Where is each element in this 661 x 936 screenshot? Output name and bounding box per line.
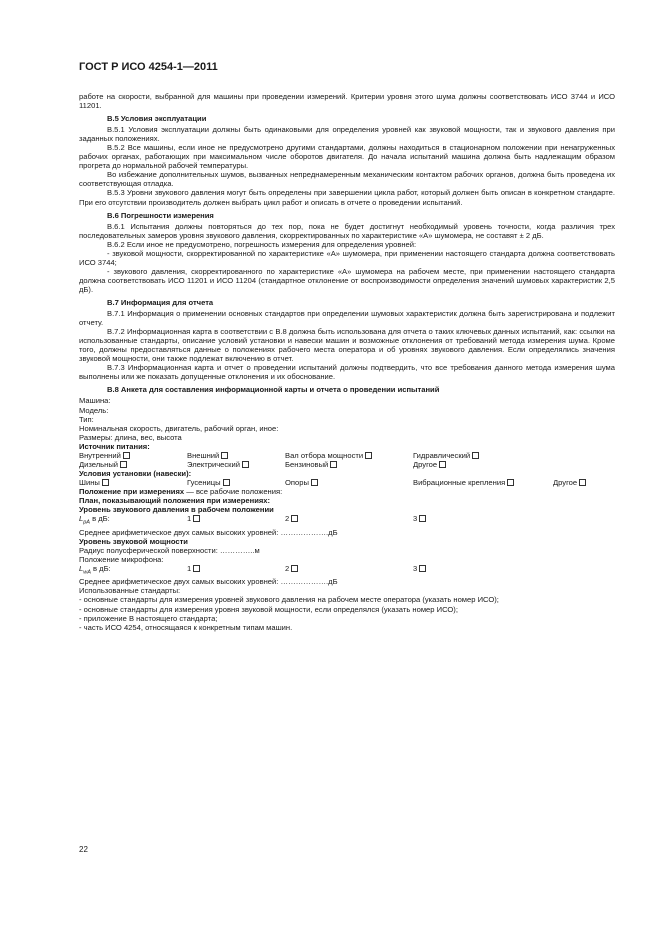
- mount-conditions-row: [79, 478, 615, 487]
- form-line: Модель:: [79, 405, 109, 415]
- checkbox-option: Гусеницы: [187, 478, 285, 487]
- paragraph: Во избежание дополнительных шумов, вызванных непреднамеренным механическим контактом рабочих органов, должна быть проведена их соответствующая отладка.: [79, 170, 615, 189]
- standard-item: - основные стандарты для измерения уровня звуковой мощности, если определялся (указать номер ИСО);: [79, 604, 458, 614]
- plan-line: План, показывающий положения при измерениях:: [79, 495, 271, 505]
- checkbox-option: 2: [285, 514, 413, 528]
- checkbox-icon: [291, 515, 298, 522]
- lwa-label: $L_{wA}$ в дБ:: [79, 563, 111, 576]
- checkbox-option: Внешний: [187, 451, 285, 460]
- power-source-title: Источник питания:: [79, 441, 150, 451]
- standard-item: - основные стандарты для измерения уровней звукового давления на рабочем месте оператора (указать номер ИСО);: [79, 595, 499, 605]
- checkbox-icon: [472, 452, 479, 459]
- spl-title: Уровень звукового давления в рабочем положении: [79, 505, 274, 515]
- section-b5-title: В.5 Условия эксплуатации: [107, 114, 207, 124]
- checkbox-icon: [330, 461, 337, 468]
- section-b8-title: В.8 Анкета для составления информационной карты и отчета о проведении испытаний: [107, 385, 440, 395]
- checkbox-icon: [439, 461, 446, 468]
- radius-line: Радиус полусферической поверхности: …………..м: [79, 545, 260, 555]
- checkbox-option: Опоры: [285, 478, 413, 487]
- checkbox-icon: [291, 565, 298, 572]
- lwa-row: [79, 564, 615, 578]
- form-line: Номинальная скорость, двигатель, рабочий орган, иное:: [79, 423, 279, 433]
- power-source-row-1: [79, 451, 615, 460]
- microphone-line: Положение микрофона:: [79, 554, 164, 564]
- used-standards-line: Использованные стандарты:: [79, 586, 181, 596]
- checkbox-icon: [223, 479, 230, 486]
- checkbox-icon: [419, 515, 426, 522]
- lpa-label: $L_{pA}$ в дБ:: [79, 514, 110, 526]
- checkbox-option: Другое: [553, 478, 586, 487]
- section-b7-title: В.7 Информация для отчета: [107, 297, 214, 307]
- checkbox-option: Вал отбора мощности: [285, 451, 413, 460]
- swl-title: Уровень звуковой мощности: [79, 536, 188, 546]
- checkbox-option: Внутренний: [79, 451, 187, 460]
- checkbox-icon: [102, 479, 109, 486]
- document-header: ГОСТ Р ИСО 4254-1—2011: [79, 61, 218, 73]
- form-line: Тип:: [79, 414, 94, 424]
- lpa-row: [79, 514, 615, 528]
- checkbox-option: Бензиновый: [285, 460, 413, 469]
- mount-conditions-title: Условия установки (навески):: [79, 468, 192, 478]
- paragraph: В.5.1 Условия эксплуатации должны быть одинаковыми для определения уровней как звуковой мощности, так и звукового давления при заданных положениях.: [79, 125, 615, 144]
- paragraph: - звукового давления, скорректированного по характеристике «А» шумомера на рабочем месте, при применении настоящего стандарта должна соответствовать ИСО 11201 и ИСО 11204 (стандартное отклонение от воспроизводимости определения значений шумовых характеристик 2,5 дБ).: [79, 266, 615, 294]
- form-line: Размеры: длина, вес, высота: [79, 432, 182, 442]
- page-number: 22: [79, 845, 88, 854]
- section-b6-title: В.6 Погрешности измерения: [107, 210, 214, 220]
- standard-item: - часть ИСО 4254, относящаяся к конкретным типам машин.: [79, 622, 293, 632]
- checkbox-icon: [311, 479, 318, 486]
- checkbox-option: Вибрационные крепления: [413, 478, 553, 487]
- checkbox-icon: [123, 452, 130, 459]
- paragraph: В.5.3 Уровни звукового давления могут быть определены при завершении цикла работ, который должен быть описан в конкретном стандарте. При его отсутствии производитель должен выбрать цикл работ и описать в отчете о проведении испытаний.: [79, 188, 615, 207]
- average-line: Среднее арифметическое двух самых высоких уровней: ……………….дБ: [79, 527, 338, 537]
- checkbox-option: 1: [187, 564, 285, 578]
- checkbox-option: Дизельный: [79, 460, 187, 469]
- checkbox-option: Шины: [79, 478, 187, 487]
- checkbox-icon: [193, 515, 200, 522]
- checkbox-option: 3: [413, 564, 426, 578]
- checkbox-icon: [365, 452, 372, 459]
- standard-item: - приложение В настоящего стандарта;: [79, 613, 218, 623]
- checkbox-icon: [193, 565, 200, 572]
- paragraph: - звуковой мощности, скорректированной по характеристике «А» шумомера, при применении настоящего стандарта должна соответствовать ИСО 3744;: [79, 248, 615, 267]
- checkbox-icon: [419, 565, 426, 572]
- checkbox-option: Гидравлический: [413, 451, 479, 460]
- checkbox-option: 2: [285, 564, 413, 578]
- checkbox-icon: [242, 461, 249, 468]
- paragraph: В.6.1 Испытания должны повторяться до тех пор, пока не будет достигнут необходимый уровень точности, когда различия трех последовательных замеров уровня звукового давления, скорректированных по характеристике «А» шумомера, не составят ± 2 дБ.: [79, 221, 615, 240]
- checkbox-option: 3: [413, 514, 426, 528]
- paragraph: В.6.2 Если иное не предусмотрено, погрешность измерения для определения уровней:: [107, 239, 417, 249]
- checkbox-option: Электрический: [187, 460, 285, 469]
- positions-line: Положение при измерениях — все рабочие положения:: [79, 486, 283, 496]
- paragraph: В.5.2 Все машины, если иное не предусмотрено другими стандартами, должны находиться в стационарном положении при ненагруженных рабочих органах, работающих при максимальном числе оборотов двигателя. До начала испытаний машина должна быть надлежащим образом прогрета до нормальной рабочей температуры.: [79, 143, 615, 171]
- document-body: [79, 92, 615, 632]
- checkbox-icon: [120, 461, 127, 468]
- checkbox-icon: [221, 452, 228, 459]
- checkbox-icon: [579, 479, 586, 486]
- checkbox-option: Другое: [413, 460, 446, 469]
- intro-paragraph: работе на скорости, выбранной для машины при проведении измерений. Критерии уровня этого шума должны соответствовать ИСО 3744 и ИСО 11201.: [79, 92, 615, 111]
- checkbox-option: 1: [187, 514, 285, 528]
- power-source-row-2: [79, 460, 615, 469]
- paragraph: В.7.1 Информация о применении основных стандартов при определении шумовых характеристик должна быть зарегистрирована и подлежит отчету.: [79, 309, 615, 328]
- checkbox-icon: [507, 479, 514, 486]
- paragraph: В.7.3 Информационная карта и отчет о проведении испытаний должны подтвердить, что все требования данного метода измерения шума выполнены или же показать допущенные отклонения и их обоснование.: [79, 363, 615, 382]
- form-line: Машина:: [79, 396, 111, 406]
- average-line: Среднее арифметическое двух самых высоких уровней: ……………….дБ: [79, 577, 338, 587]
- paragraph: В.7.2 Информационная карта в соответствии с В.8 должна быть использована для отчета о таких ключевых данных испытаний, как: ссылки на использованные стандарты, описание условий установки и навески машин и возможные отклонения от требований метода измерения шума. Кроме того, должны предоставляться данные о положениях рабочего места оператора и об уровнях звукового давления. Если определялись значения звуковой мощности, они также подлежат включению в отчет.: [79, 327, 615, 364]
